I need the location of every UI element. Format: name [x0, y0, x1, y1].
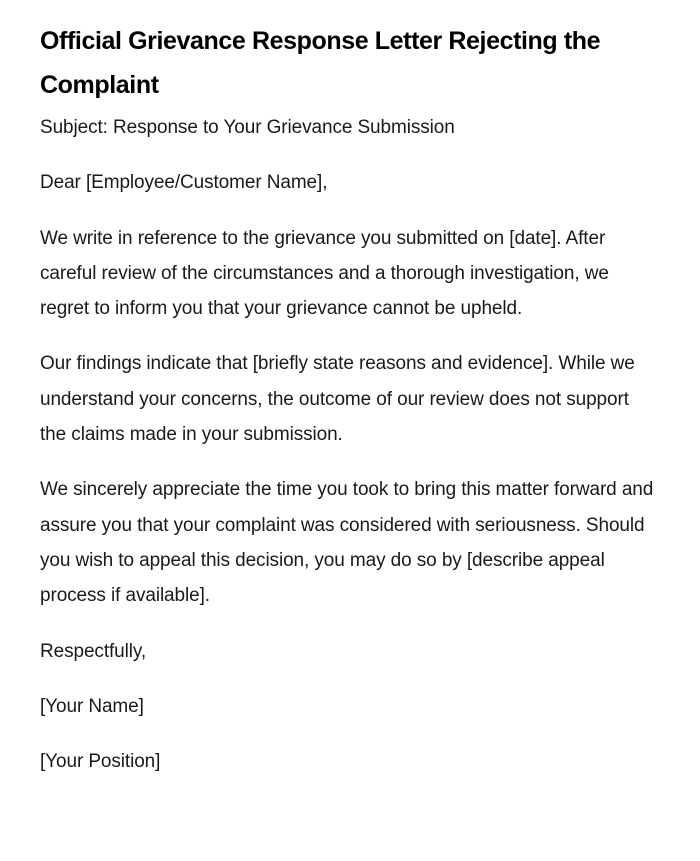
subject-line: Subject: Response to Your Grievance Submission: [40, 117, 455, 138]
salutation: Dear [Employee/Customer Name],: [40, 172, 328, 194]
body-paragraph-findings: Our findings indicate that [briefly state reasons and evidence]. While we understand your concerns, the outcome of our review does not support the claims made in your submission.: [40, 353, 635, 446]
signature-position: [Your Position]: [40, 751, 161, 773]
signature-name: [Your Name]: [40, 695, 144, 717]
body-paragraph-reference: We write in reference to the grievance you submitted on [date]. After careful review of the circumstances and a thorough investigation, we regret to inform you that your grievance cannot be upheld.: [40, 227, 609, 320]
body-paragraph-appeal: We sincerely appreciate the time you took to bring this matter forward and assure you that your complaint was considered with seriousness. Should you wish to appeal this decision, you may do so by [describe appeal process if available].: [40, 479, 654, 607]
document-title: Official Grievance Response Letter Rejecting the Complaint: [40, 27, 601, 99]
closing: Respectfully,: [40, 640, 147, 662]
